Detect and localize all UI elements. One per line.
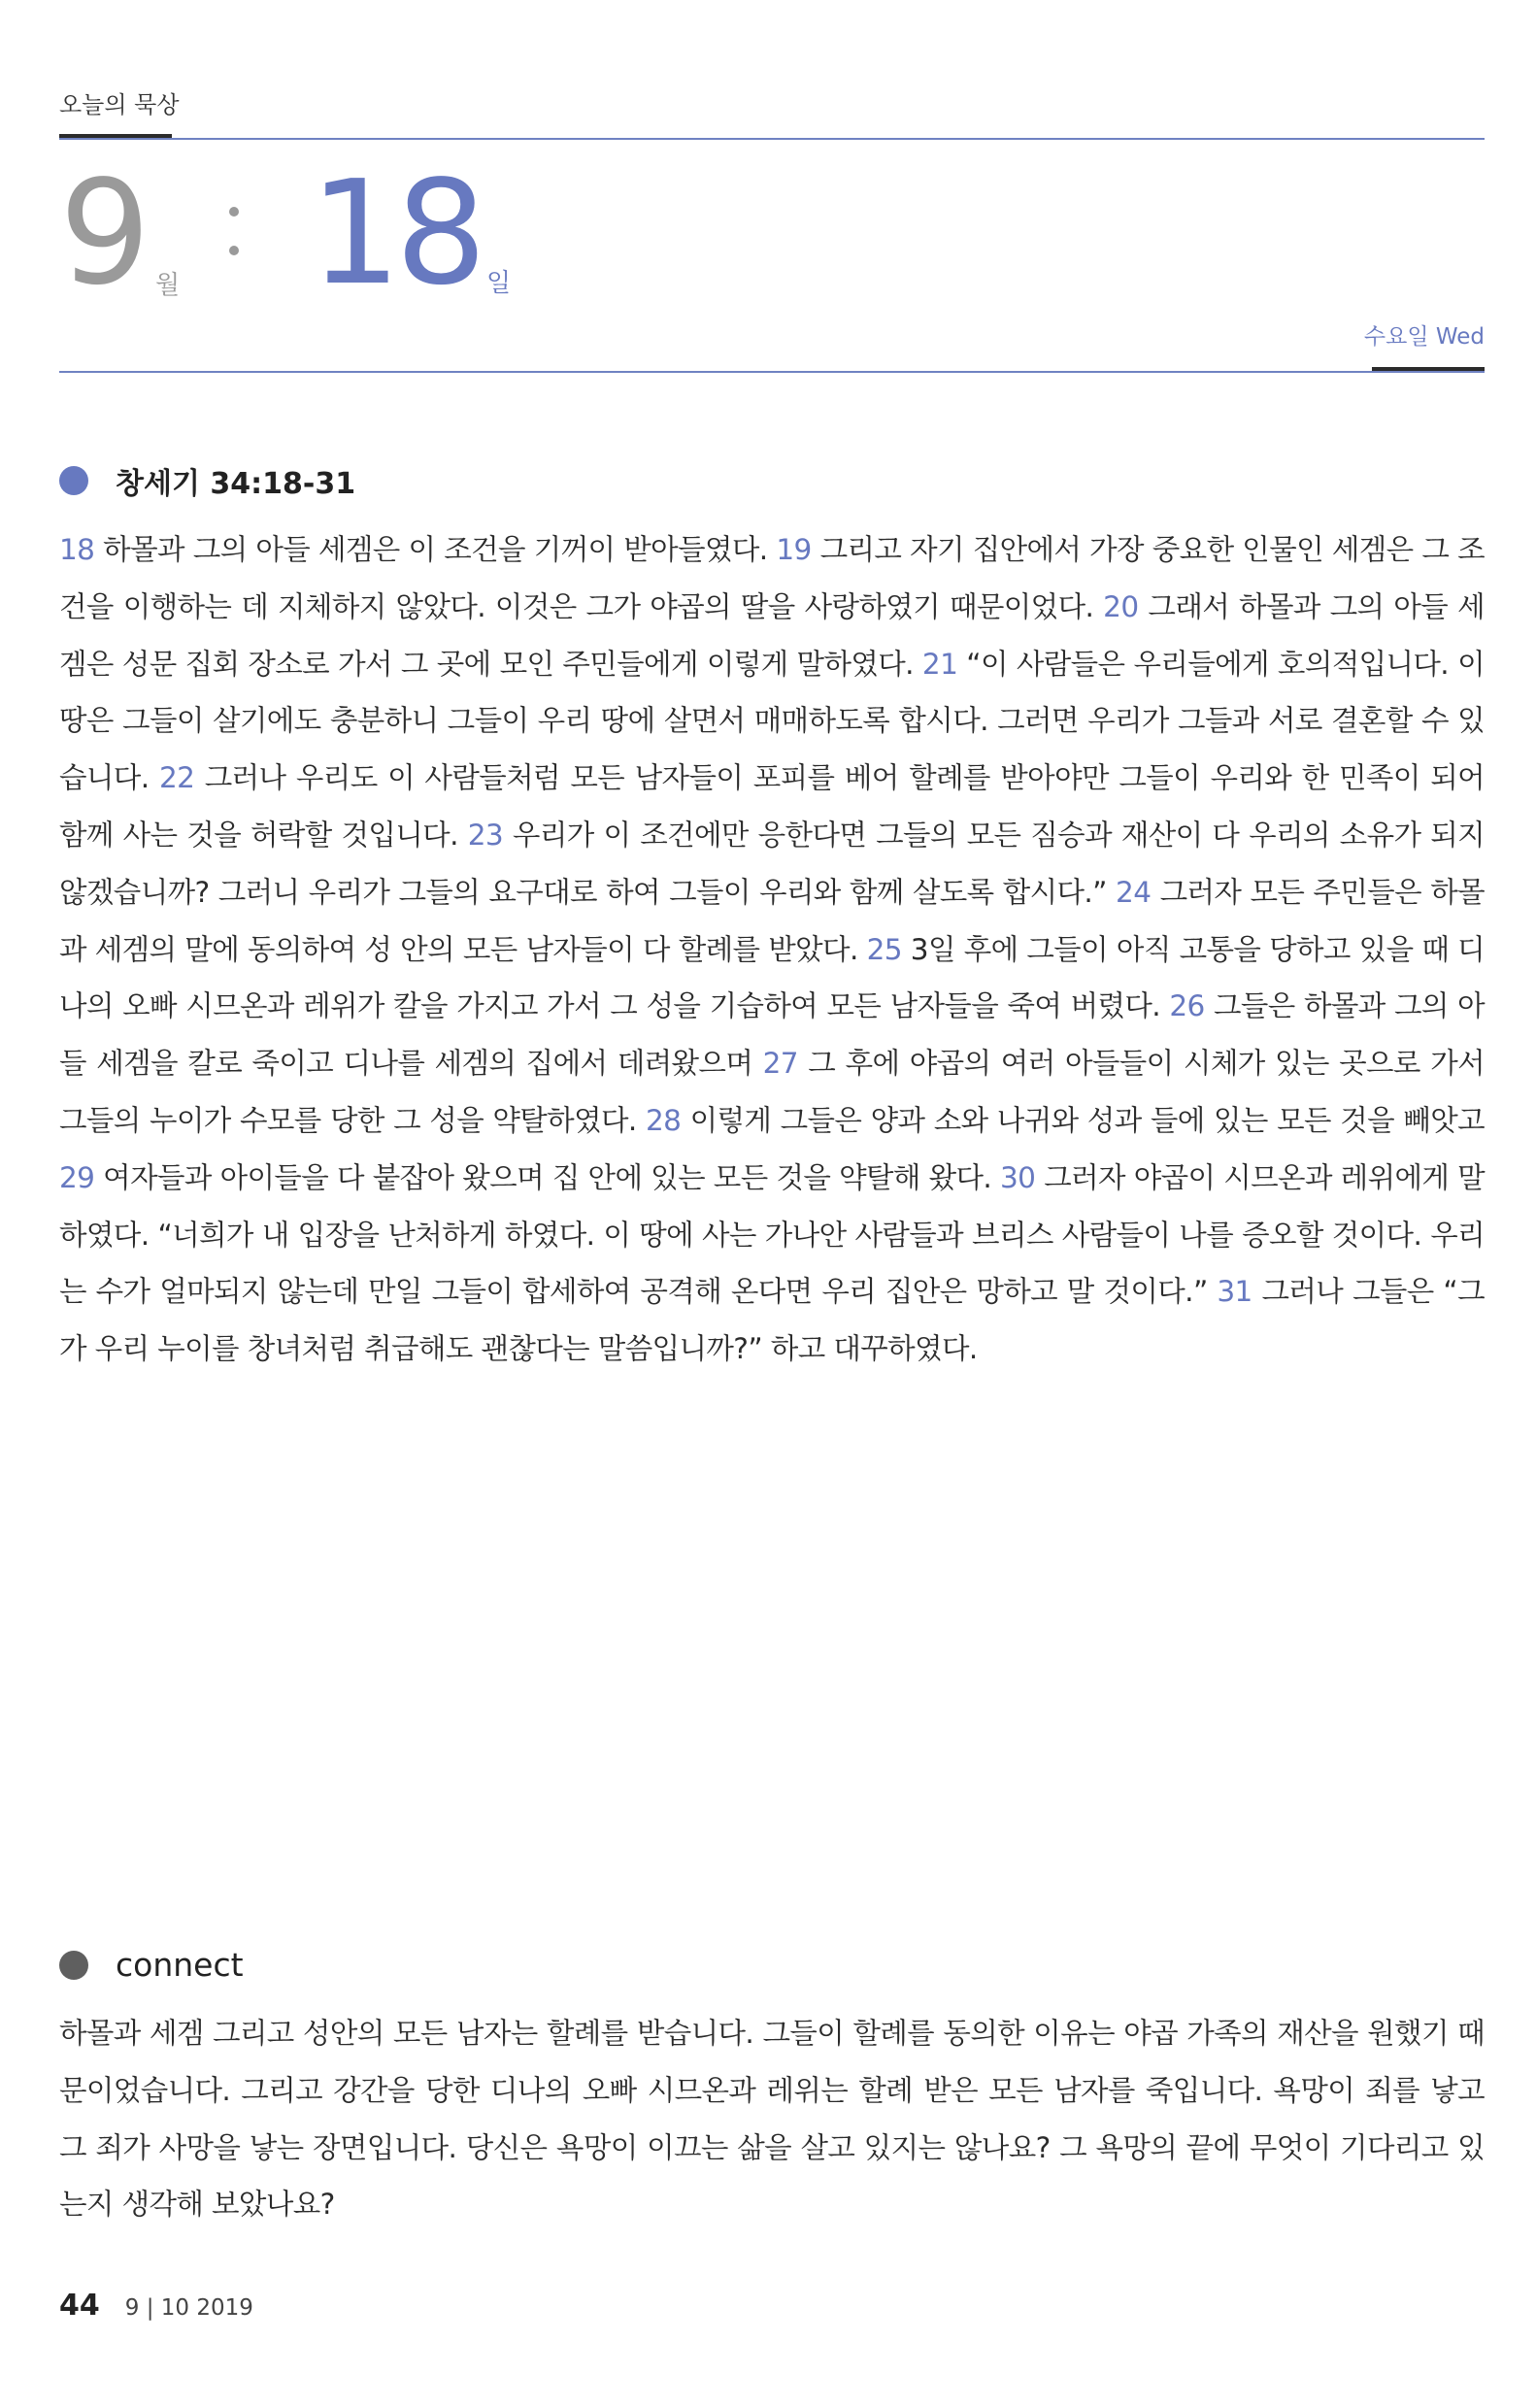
verse-text: 그러나 우리도 이 사람들처럼 모든 남자들이 포피를 베어 할례를 받아야만 그들이 우리와 한 민족이 되어 함께 사는 것을 허락할 것입니다. (59, 761, 1485, 852)
verse-text: 여자들과 아이들을 다 붙잡아 왔으며 집 안에 있는 모든 것을 약탈해 왔다. (94, 1160, 1001, 1194)
verse-text: 하몰과 그의 아들 세겜은 이 조건을 기꺼이 받아들였다. (94, 533, 777, 566)
date-colon (227, 207, 241, 284)
verse-text: 이렇게 그들은 양과 소와 나귀와 성과 들에 있는 모든 것을 빼앗고 (681, 1103, 1485, 1137)
verse-number: 18 (59, 533, 95, 566)
verse-text: “이 사람들은 우리들에게 호의적입니다. 이 땅은 그들이 살기에도 충분하니 그들이 우리 땅에 살면서 매매하도록 합시다. 그러면 우리가 그들과 서로 결혼할 수 있습니다. (59, 647, 1485, 795)
scripture-reference: 창세기 34:18-31 (116, 467, 356, 501)
verse-number: 28 (645, 1103, 682, 1137)
verse-number: 26 (1169, 989, 1205, 1023)
verse-number: 30 (1000, 1160, 1036, 1194)
month-suffix: 월 (155, 271, 181, 300)
page-footer (59, 2289, 253, 2323)
verse-text: 그들은 하몰과 그의 아들 세겜을 칼로 죽이고 디나를 세겜의 집에서 데려왔으며 (59, 989, 1485, 1081)
verse-number: 29 (59, 1160, 95, 1194)
page-number: 44 (59, 2289, 100, 2323)
section-label: 오늘의 묵상 (59, 91, 180, 118)
verse-number: 19 (776, 533, 812, 566)
verse-text: 3일 후에 그들이 아직 고통을 당하고 있을 때 디나의 오빠 시므온과 레위가 칼을 가지고 가서 그 성을 기습하여 모든 남자들을 죽여 버렸다. (59, 932, 1485, 1023)
bullet-dot-icon (59, 466, 88, 495)
top-divider (59, 138, 1485, 140)
day-number: 18 (310, 150, 482, 317)
verse-text: 그러자 모든 주민들은 하몰과 세겜의 말에 동의하여 성 안의 모든 남자들이 다 할례를 받았다. (59, 875, 1485, 966)
month-number: 9 (59, 150, 148, 317)
scripture-heading (59, 459, 355, 502)
issue-date: 9 | 10 2019 (124, 2295, 253, 2321)
bullet-dot-icon (59, 1951, 88, 1980)
verse-number: 25 (866, 932, 902, 966)
connect-body: 하몰과 세겜 그리고 성안의 모든 남자는 할례를 받습니다. 그들이 할례를 동의한 이유는 야곱 가족의 재산을 원했기 때문이었습니다. 그리고 강간을 당한 디나의 오빠 시므온과 레위는 할례 받은 모든 남자를 죽입니다. 욕망이 죄를 낳고 그 죄가 사망을 낳는 장면입니다. 당신은 욕망이 이끄는 삶을 살고 있지는 않나요? 그 욕망의 끝에 무엇이 기다리고 있는지 생각해 보았나요? (59, 2017, 1485, 2222)
middle-divider (59, 371, 1485, 373)
connect-title: connect (116, 1946, 244, 1984)
verse-number: 23 (467, 818, 504, 852)
verse-number: 21 (921, 647, 958, 681)
verse-number: 22 (158, 761, 195, 795)
verse-text: 그래서 하몰과 그의 아들 세겜은 성문 집회 장소로 가서 그 곳에 모인 주민들에게 이렇게 말하였다. (59, 589, 1485, 681)
verse-number: 24 (1116, 875, 1152, 909)
verse-number: 27 (762, 1047, 798, 1081)
verse-text: 그러자 야곱이 시므온과 레위에게 말하였다. “너희가 내 입장을 난처하게 하였다. 이 땅에 사는 가나안 사람들과 브리스 사람들이 나를 증오할 것이다. 우리는 수가 얼마되지 않는데 만일 그들이 합세하여 공격해 온다면 우리 집안은 망하고 말 것이다.” (59, 1160, 1485, 1309)
verse-text: 그리고 자기 집안에서 가장 중요한 인물인 세겜은 그 조건을 이행하는 데 지체하지 않았다. 이것은 그가 야곱의 딸을 사랑하였기 때문이었다. (59, 533, 1485, 623)
scripture-passage (59, 521, 1485, 1378)
connect-heading (59, 1946, 244, 1984)
verse-number: 20 (1103, 589, 1139, 623)
weekday-label: 수요일 Wed (1363, 324, 1485, 350)
day-suffix: 일 (486, 269, 512, 298)
verse-text: 우리가 이 조건에만 응한다면 그들의 모든 짐승과 재산이 다 우리의 소유가 되지 않겠습니까? 그러니 우리가 그들의 요구대로 하여 그들이 우리와 함께 살도록 합시다.” (59, 818, 1486, 909)
verse-number: 31 (1217, 1275, 1252, 1309)
verse-text: 그 후에 야곱의 여러 아들들이 시체가 있는 곳으로 가서 그들의 누이가 수모를 당한 그 성을 약탈하였다. (59, 1047, 1485, 1137)
verse-text: 그러나 그들은 “그가 우리 누이를 창녀처럼 취급해도 괜찮다는 말씀입니까?” 하고 대꾸하였다. (59, 1275, 1485, 1366)
